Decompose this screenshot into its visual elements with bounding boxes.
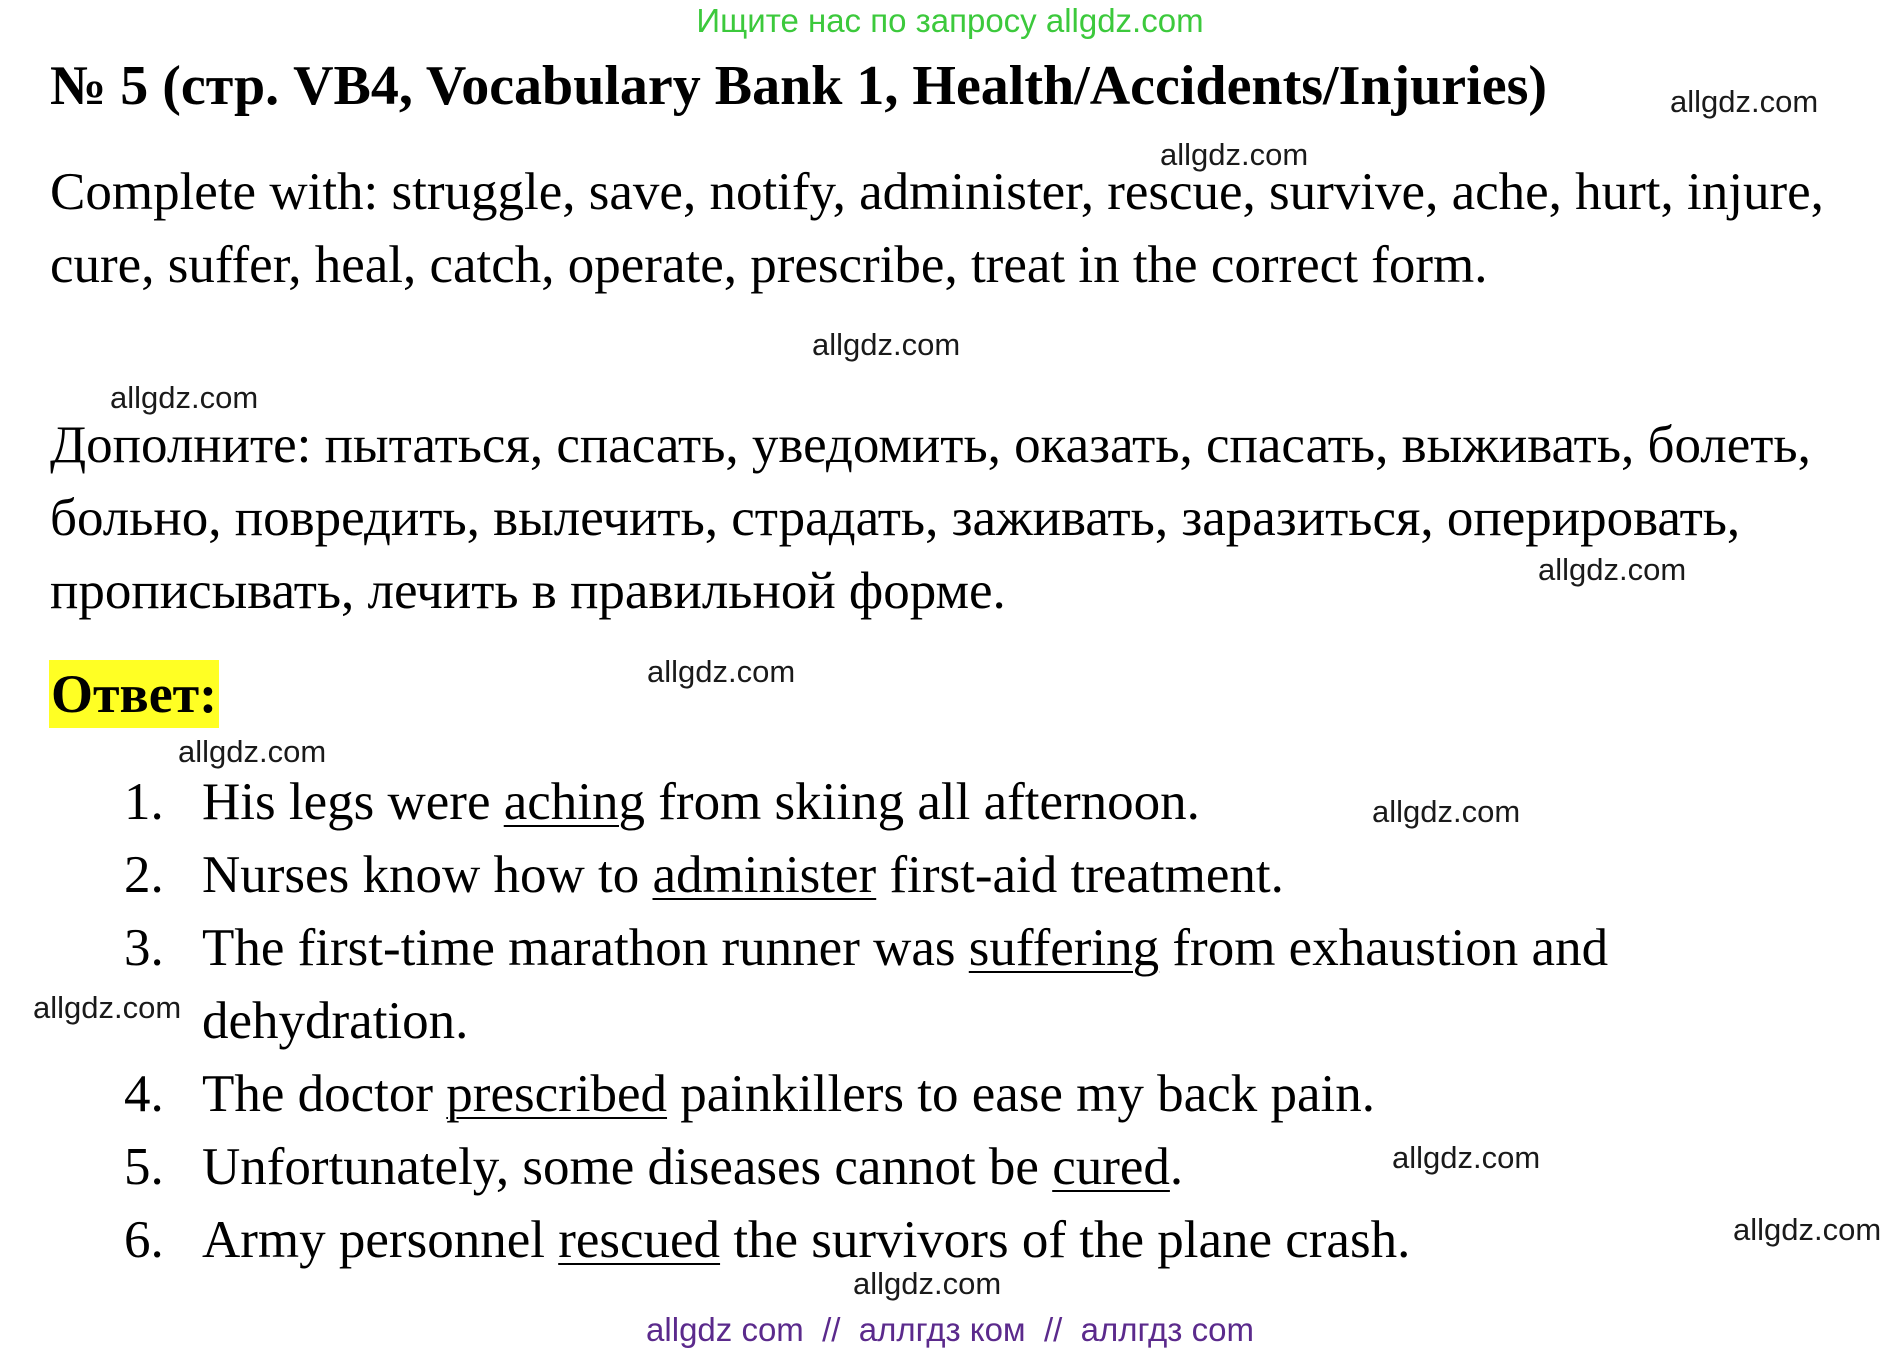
answer-text: the survivors of the plane crash. (720, 1211, 1411, 1269)
answer-word: rescued (558, 1211, 721, 1269)
watermark: allgdz.com (1160, 137, 1309, 172)
answer-word: prescribed (446, 1065, 668, 1123)
answer-number: 2. (124, 846, 164, 904)
answer-item (0, 766, 1900, 839)
answer-text: Unfortunately, some diseases cannot be (202, 1138, 1053, 1196)
answer-text: painkillers to ease my back pain. (667, 1065, 1375, 1123)
watermark: allgdz.com (647, 654, 796, 689)
watermark: allgdz.com (1392, 1140, 1541, 1175)
answer-text: The doctor (202, 1065, 447, 1123)
answer-text: The first-time marathon runner was (202, 919, 969, 977)
watermark: allgdz.com (178, 734, 327, 769)
instruction-english: Complete with: struggle, save, notify, administer, rescue, survive, ache, hurt, injure, cure, suffer, heal, catch, operate, prescribe, treat in the correct form. (50, 163, 1824, 294)
watermark: allgdz.com (1733, 1212, 1882, 1247)
footer-links: allgdz com // аллгдз ком // аллгдз com (646, 1311, 1254, 1348)
answer-word: administer (652, 846, 877, 904)
exercise-title: № 5 (стр. VB4, Vocabulary Bank 1, Health/Accidents/Injuries) (50, 55, 1548, 117)
watermark: allgdz.com (812, 327, 961, 362)
answer-item (0, 1058, 1900, 1131)
answer-text: first-aid treatment. (876, 846, 1284, 904)
answer-text: from exhaustion and dehydration. (202, 919, 1609, 1050)
answer-text: Army personnel (202, 1211, 559, 1269)
watermark: allgdz.com (1538, 552, 1687, 587)
watermark: allgdz.com (853, 1266, 1002, 1301)
answer-number: 3. (124, 919, 164, 977)
answer-word: suffering (968, 919, 1160, 977)
watermark: allgdz.com (33, 990, 182, 1025)
answer-item (0, 912, 1900, 1058)
top-banner: Ищите нас по запросу allgdz.com (696, 2, 1204, 39)
answer-number: 6. (124, 1211, 164, 1269)
answer-list (0, 766, 1900, 1277)
watermark: allgdz.com (110, 380, 259, 415)
answer-number: 4. (124, 1065, 164, 1123)
answer-item (0, 1131, 1900, 1204)
answer-text: Nurses know how to (202, 846, 653, 904)
watermark: allgdz.com (1372, 794, 1521, 829)
answer-text: His legs were (202, 773, 504, 831)
answer-text: . (1169, 1138, 1184, 1196)
answer-label: Ответ: (49, 660, 219, 728)
answer-text: from skiing all afternoon. (645, 773, 1200, 831)
instruction-russian: Дополните: пытаться, спасать, уведомить, оказать, спасать, выживать, болеть, больно, повредить, вылечить, страдать, заживать, заразиться, оперировать, прописывать, лечить в правильной форме. (50, 416, 1811, 620)
watermark: allgdz.com (1670, 84, 1819, 119)
answer-item (0, 839, 1900, 912)
answer-word: aching (503, 773, 646, 831)
answer-word: cured (1052, 1138, 1170, 1196)
answer-number: 5. (124, 1138, 164, 1196)
answer-number: 1. (124, 773, 164, 831)
